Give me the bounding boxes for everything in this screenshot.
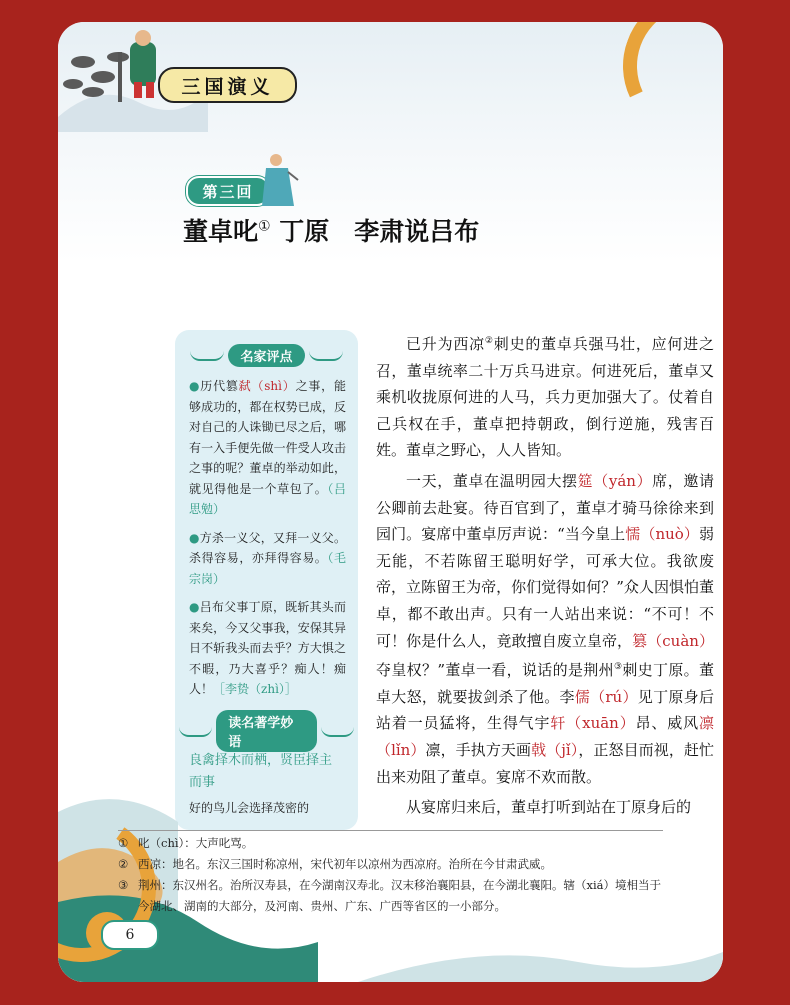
pinyin-annotation: 儒（rú）	[574, 687, 638, 706]
chapter-title	[183, 212, 479, 248]
paragraph: 从宴席归来后，董卓打听到站在丁原身后的	[406, 798, 692, 817]
phrases-header-label: 读名著学妙语	[216, 710, 316, 752]
comment-source: （吕思勉）	[189, 481, 346, 516]
chapter-badge: 第三回	[186, 176, 270, 206]
text-run: 夺皇权？”董卓一看，说话的是荆州	[376, 661, 614, 680]
pinyin-annotation: 弑（shì）	[238, 379, 296, 393]
comments-header	[175, 342, 358, 368]
text-run: 弱无能，不若陈留王聪明好学，可承大位。我欲废帝，立陈留王为帝，你们觉得如何？”众人因惧怕董卓，都不敢出声。只有一人站出来说：“不可！不可！你是什么人，竟敢擅自废立皇帝，	[376, 525, 715, 650]
phrases-header	[175, 715, 358, 750]
pinyin-annotation: 筵（yán）	[577, 471, 653, 490]
paragraph	[376, 328, 714, 464]
footnote-text: 西凉：地名。东汉三国时称凉州，宋代初年以凉州为西凉府。治所在今甘肃武威。	[138, 857, 552, 871]
bullet-icon: ●	[189, 600, 200, 614]
paragraph	[376, 468, 714, 790]
text-run: 席，邀请公卿前去赴宴。待百官到了，董卓才骑马徐徐来到园门。宴席中董卓厉声说：“当今皇上	[376, 471, 714, 544]
comment-text: 之事，能够成功的，都在权势已成，反对自己的人诛锄已尽之后，哪有一入手便先做一件受人攻击之事的呢？董卓的举动如此，就见得他是一个草包了。	[189, 379, 346, 496]
cloud-ornament-icon	[321, 725, 354, 737]
footnote-text: 荆州：东汉州名。治所汉寿县，在今湖南汉寿北。汉末移治襄阳县，在今湖北襄阳。辖（xiá）境相当于今湖北、湖南的大部分，及河南、贵州、广东、广西等省区的一小部分。	[138, 878, 662, 913]
text-run: ，正怒目而视，赶忙出来劝阻了董卓。宴席不欢而散。	[376, 740, 714, 786]
footnote-number: ③	[118, 878, 129, 892]
text-run: 见丁原身后站着一员猛将，生得气宇	[376, 687, 714, 733]
chapter-title-part2: 丁原 李肃说吕布	[279, 217, 480, 246]
comments-header-label: 名家评点	[228, 344, 304, 367]
footnote	[118, 875, 663, 917]
comment-item	[175, 376, 358, 520]
comment-text: 历代篡	[200, 379, 239, 393]
footnote-text: 叱（chì）：大声叱骂。	[138, 836, 254, 850]
chapter-title-part1: 董卓叱	[183, 217, 259, 246]
pinyin-annotation: 篡（cuàn）	[632, 631, 714, 650]
cloud-ornament-icon	[190, 349, 224, 361]
footnote	[118, 833, 663, 854]
footnote-number: ①	[118, 836, 129, 850]
featured-phrase: 良禽择木而栖，贤臣择主而事	[189, 752, 333, 790]
sidebar-commentary	[175, 330, 358, 830]
pinyin-annotation: 戟（jǐ）	[531, 740, 579, 759]
footnote-marker: ②	[484, 336, 494, 346]
comment-item	[175, 597, 358, 700]
comment-item	[175, 528, 358, 590]
footnote-number: ②	[118, 857, 129, 871]
book-title: 三国演义	[158, 67, 297, 103]
text-run: 刺史丁原。董卓大怒，就要拔剑杀了他。李	[376, 661, 714, 706]
comment-text: 吕布父事丁原，既斩其头而来矣，今又父事我，安保其异日不斩我头而去乎？方大惧之不暇，乃大喜乎？痴人！痴人！	[189, 600, 346, 696]
bullet-icon: ●	[189, 530, 200, 545]
cloud-ornament-icon	[309, 349, 343, 361]
footnote-marker: ③	[613, 662, 623, 673]
pinyin-annotation: 懦（nuò）	[625, 525, 699, 544]
pinyin-annotation: 凛（lǐn）	[376, 714, 714, 759]
story-text	[376, 328, 714, 825]
text-run: 昂、威风	[635, 714, 699, 733]
cloud-ornament-icon	[179, 725, 212, 737]
phrase-translation: 好的鸟儿会选择茂密的	[189, 800, 310, 815]
page-number: 6	[101, 920, 159, 950]
text-run: 一天，董卓在温明园大摆	[406, 471, 578, 490]
text-run: 已升为西凉	[406, 335, 485, 353]
footnotes	[118, 830, 663, 917]
comment-source: ［李贽（zhì）］	[213, 682, 297, 696]
text-run: 刺史的董卓兵强马壮，应何进之召，董卓统率二十万兵马进京。何进死后，董卓又乘机收拢原何进的人马，兵力更加强大了。仗着自己兵权在手，董卓把持朝政，倒行逆施，残害百姓。董卓之野心，人人皆知。	[376, 335, 714, 460]
scholar-figure-icon	[258, 150, 300, 210]
pinyin-annotation: 轩（xuān）	[550, 714, 636, 733]
footnote-marker: ①	[258, 218, 271, 235]
comment-source: （毛宗岗）	[189, 551, 346, 586]
bullet-icon: ●	[189, 379, 201, 393]
text-run: 凛，手执方天画	[425, 740, 532, 759]
footnote	[118, 854, 663, 875]
comment-text: 方杀一义父，又拜一义父。杀得容易，亦拜得容易。	[189, 530, 346, 565]
